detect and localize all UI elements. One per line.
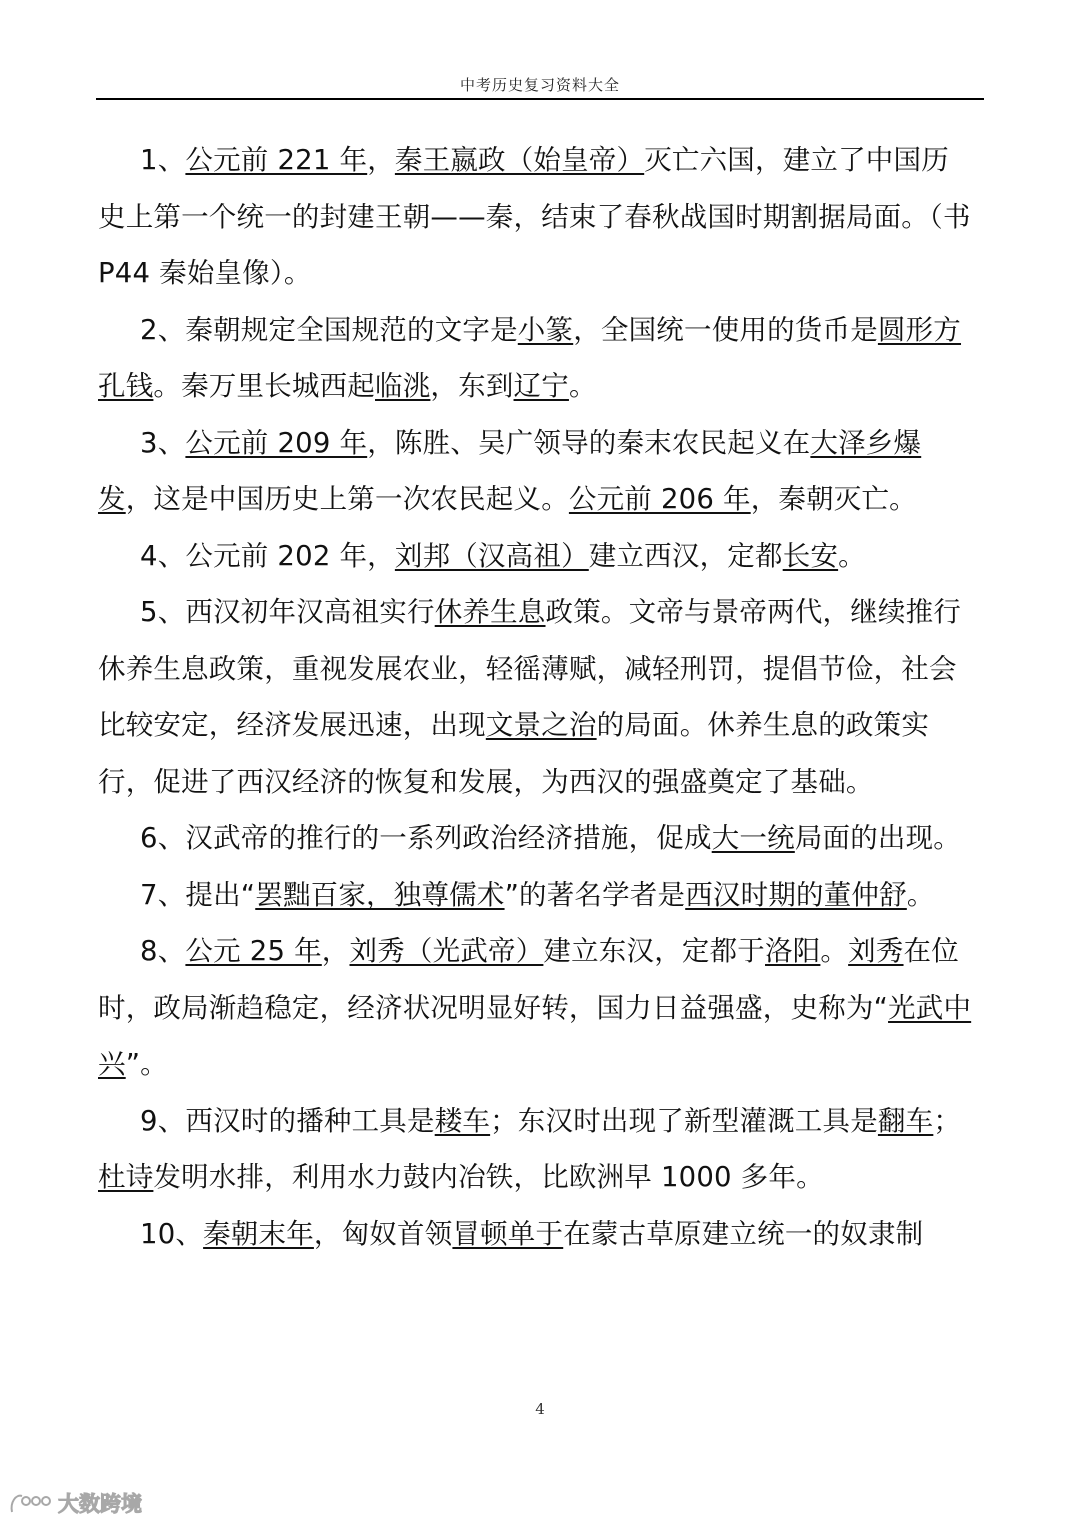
underlined-keyword: 公元前 221 年 [185, 144, 368, 176]
underlined-keyword: 小篆 [517, 313, 574, 346]
text-segment: 在位时，政局渐趋稳定，经济状况明显好转，国力日益强盛，史称为“ [98, 935, 959, 1024]
underlined-keyword: 刘邦（汉高祖） [394, 539, 589, 572]
text-segment: 7、提出“ [140, 878, 256, 911]
underlined-keyword: 洛阳 [765, 935, 821, 967]
text-segment: ”的著名学者是 [504, 878, 686, 911]
text-segment: 1、 [140, 144, 186, 176]
text-segment: 。秦万里长城西起 [153, 370, 376, 402]
paragraph-item [98, 584, 974, 810]
text-segment: ，秦朝灭亡。 [750, 483, 917, 515]
text-segment: 政策。文帝与景帝两代，继续推行休养生息政策，重视发展农业，轻徭薄赋，减轻刑罚，提倡节俭，社会比较安定，经济发展迅速，出现 [98, 596, 962, 741]
underlined-keyword: 罢黜百家，独尊儒术 [255, 878, 505, 911]
paragraph-item [98, 415, 974, 528]
text-segment: 发明水排，利用水力鼓内冶铁，比欧洲早 1000 多年。 [153, 1161, 824, 1193]
underlined-keyword: 秦王嬴政（始皇帝） [394, 144, 645, 176]
text-segment: 。 [838, 539, 866, 572]
paragraph-item [98, 923, 974, 1093]
underlined-keyword: 圆形方孔钱 [98, 313, 962, 402]
paragraph-item [98, 810, 974, 867]
text-segment: ；东汉时出现了新型灌溉工具是 [490, 1104, 878, 1137]
paragraph-item [98, 867, 974, 924]
underlined-keyword: 翻车 [877, 1104, 934, 1137]
text-segment: ，东到 [430, 370, 514, 402]
page-header: 中考历史复习资料大全 [459, 76, 620, 94]
underlined-keyword: 公元前 209 年 [185, 426, 368, 459]
text-segment: 。 [820, 935, 849, 967]
paragraph-item [98, 302, 974, 415]
text-segment: 的局面。休养生息的政策实行，促进了西汉经济的恢复和发展，为西汉的强盛奠定了基础。 [98, 709, 930, 798]
text-segment: 在蒙古草原建立统一的奴隶制 [563, 1217, 924, 1250]
text-segment: 5、西汉初年汉高祖实行 [140, 596, 435, 628]
text-segment: 2、秦朝规定全国规范的文字是 [140, 313, 518, 346]
text-segment: ，全国统一使用的货币是 [573, 313, 878, 346]
text-segment: 局面的出现。 [794, 822, 962, 854]
text-segment: 灭亡六国，建立了中国历史上第一个统一的封建王朝——秦，结束了春秋战国时期割据局面。（书 P44 秦始皇像）。 [98, 144, 971, 289]
underlined-keyword: 光武中兴 [98, 991, 972, 1080]
paragraph-item [98, 1093, 974, 1206]
underlined-keyword: 公元 25 年 [185, 935, 322, 967]
text-segment: ，陈胜、吴广领导的秦末农民起义在 [367, 426, 811, 459]
underlined-keyword: 文景之治 [485, 709, 597, 741]
underlined-keyword: 长安 [782, 539, 839, 572]
text-segment: 建立西汉，定都 [588, 539, 783, 572]
paragraph-item [98, 528, 974, 585]
document-body [98, 132, 974, 1262]
text-segment: 8、 [140, 935, 186, 967]
paragraph-item [98, 132, 974, 302]
underlined-keyword: 公元前 206 年 [568, 483, 751, 515]
underlined-keyword: 大泽乡爆发 [98, 426, 922, 515]
paragraph-item [98, 1206, 974, 1263]
underlined-keyword: 杜诗 [98, 1161, 154, 1193]
page-number: 4 [535, 1400, 545, 1418]
text-segment: ； [933, 1104, 962, 1137]
text-segment: 3、 [140, 426, 186, 459]
underlined-keyword: 大一统 [711, 822, 795, 854]
watermark-text: 大数跨境 [58, 1492, 142, 1516]
text-segment: 。 [568, 370, 597, 402]
text-segment: 4、公元前 202 年， [140, 539, 395, 572]
underlined-keyword: 辽宁 [513, 370, 569, 402]
text-segment: 6、汉武帝的推行的一系列政治经济措施，促成 [140, 822, 712, 854]
text-segment: ， [367, 144, 395, 176]
logo-mark-icon [8, 1490, 54, 1516]
watermark [8, 1488, 142, 1518]
text-segment: 10、 [140, 1217, 204, 1250]
underlined-keyword: 耧车 [434, 1104, 491, 1137]
text-segment: 。 [906, 878, 935, 911]
underlined-keyword: 冒顿单于 [452, 1217, 564, 1250]
text-segment: ，这是中国历史上第一次农民起义。 [125, 483, 569, 515]
header-divider [96, 98, 984, 100]
underlined-keyword: 刘秀（光武帝） [349, 935, 544, 967]
text-segment: 9、西汉时的播种工具是 [140, 1104, 435, 1137]
text-segment: ”。 [125, 1048, 168, 1080]
underlined-keyword: 西汉时期的董仲舒 [685, 878, 907, 911]
underlined-keyword: 休养生息 [434, 596, 546, 628]
text-segment: ，匈奴首领 [313, 1217, 453, 1250]
underlined-keyword: 秦朝末年 [203, 1217, 314, 1250]
underlined-keyword: 临洮 [375, 370, 431, 402]
text-segment: ， [321, 935, 350, 967]
underlined-keyword: 刘秀 [848, 935, 904, 967]
text-segment: 建立东汉，定都于 [543, 935, 766, 967]
